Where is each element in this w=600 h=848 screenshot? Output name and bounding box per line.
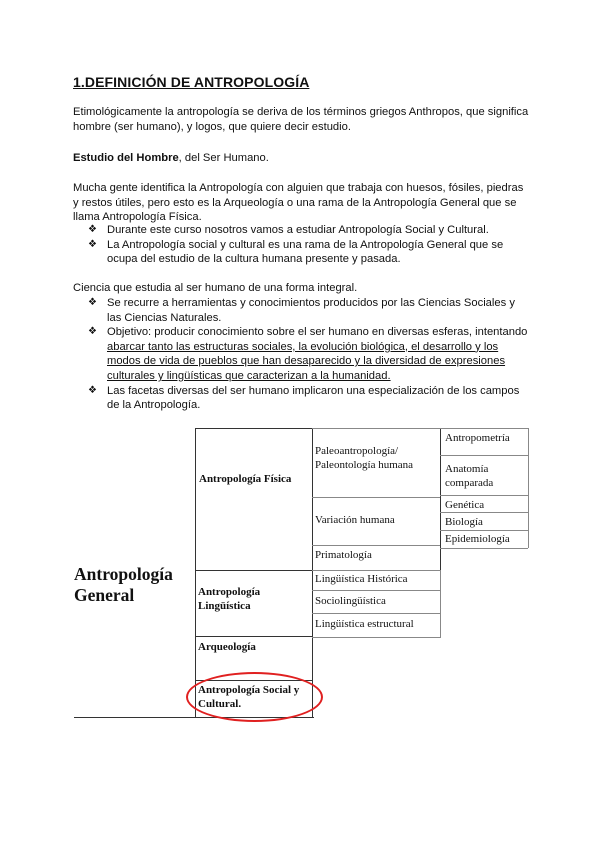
col1-divider-fisica-ling [195,570,313,571]
node-linguistica [198,585,260,613]
root-node-general [74,564,173,606]
etymology-line-1: Etimológicamente la antropología se deriva de los términos griegos Anthropos, que significa [73,106,529,118]
node-paleo-line-1: Paleoantropología/ [315,445,399,457]
top-border-col1 [195,428,313,429]
bullet-text-line: de la Antropología. [107,399,201,412]
node-social-line-2: Cultural. [198,698,242,710]
column-1-left-border [195,428,196,718]
top-border-col2 [312,428,528,429]
study-of-man-rest: , del Ser Humano. [178,152,269,164]
diamond-bullet-icon: ❖ [88,224,97,235]
node-antropometria: Antropometría [445,432,510,444]
bullet-text-line-underlined: abarcar tanto las estructuras sociales, la evolución biológica, el desarrollo y los [107,340,499,353]
col3-divider-anat-gen [440,495,528,496]
diamond-bullet-icon: ❖ [88,238,97,250]
node-anatomia-line-2: comparada [445,477,494,489]
node-arqueologia: Arqueología [198,641,256,653]
column-2-right-border [440,570,441,638]
col3-divider-antrop-anat [440,455,528,456]
bullet-text-line: Durante este curso nosotros vamos a estudiar Antropología Social y Cultural. [107,224,489,236]
node-ling-estructural: Lingüística estructural [315,618,414,630]
node-primatologia: Primatología [315,549,372,561]
col2-divider-socio-estr [312,613,440,614]
col3-divider-bio-epi [440,530,528,531]
bullet-text-line-underlined: culturales y lingüísticas que caracterizan a la humanidad. [107,369,391,382]
node-biologia: Biología [445,516,483,528]
diamond-bullet-icon: ❖ [88,326,97,338]
col1-divider-ling-arq [195,636,313,637]
identification-line-1: Mucha gente identifica la Antropología con alguien que trabaja con huesos, fósiles, piedras [73,182,524,194]
diamond-bullet-icon: ❖ [88,384,97,396]
node-social-line-1: Antropología Social y [198,684,300,696]
node-variacion-humana: Variación humana [315,514,395,526]
col2-divider-estr-bottom [312,637,440,638]
bullet-text-line: La Antropología social y cultural es una rama de la Antropología General que se [107,238,504,251]
root-node-line-2: General [74,585,135,605]
bullet-text-line: Las facetas diversas del ser humano implicaron una especialización de los campos [107,384,520,397]
integral-science-paragraph: Ciencia que estudia al ser humano de una forma integral. [73,282,358,294]
identification-line-2: y restos útiles, pero esto es la Arqueología o una rama de la Antropología General que se [73,196,517,209]
col2-divider-var-prim [312,545,440,546]
node-linguistica-line-2: Lingüística [198,600,251,612]
node-linguistica-line-1: Antropología [198,586,261,598]
study-of-man-bold: Estudio del Hombre [73,152,179,164]
node-ling-historica: Lingüística Histórica [315,573,408,585]
col3-divider-epi-bottom [440,548,528,549]
bullet-text-line-underlined: modos de vida de pueblos que han desaparecido y la diversidad de expresiones [107,355,506,368]
page-title: 1.DEFINICIÓN DE ANTROPOLOGÍA [73,74,310,90]
node-anatomia-comparada [445,462,493,490]
node-paleoantropologia [315,444,413,472]
col2-divider-hist-socio [312,590,440,591]
bullet-text-line: las Ciencias Naturales. [107,311,222,324]
column-2-left-border [312,428,313,718]
column-3-right-border [528,428,529,548]
col2-divider-paleo-var [312,497,440,498]
bullet-text-line: Se recurre a herramientas y conocimientos producidos por las Ciencias Sociales y [107,297,515,309]
node-genetica: Genética [445,499,485,511]
node-fisica: Antropología Física [199,473,292,485]
node-sociolinguistica: Sociolingüística [315,595,386,607]
col3-divider-gen-bio [440,512,528,513]
bullet-text-line: Objetivo: producir conocimiento sobre el ser humano en diversas esferas, intentando [107,326,528,339]
root-node-line-1: Antropología [74,564,173,584]
identification-line-3: llama Antropología Física. [73,211,202,224]
node-epidemiologia: Epidemiología [445,533,510,545]
highlight-ellipse [186,672,323,722]
bullet-text-line: ocupa del estudio de la cultura humana presente y pasada. [107,253,401,266]
diamond-bullet-icon: ❖ [88,297,97,308]
col2-divider-prim-hist [312,570,440,571]
node-anatomia-line-1: Anatomía [445,463,489,475]
etymology-line-2: hombre (ser humano), y logos, que quiere decir estudio. [73,120,351,133]
node-paleo-line-2: Paleontología humana [315,459,414,471]
